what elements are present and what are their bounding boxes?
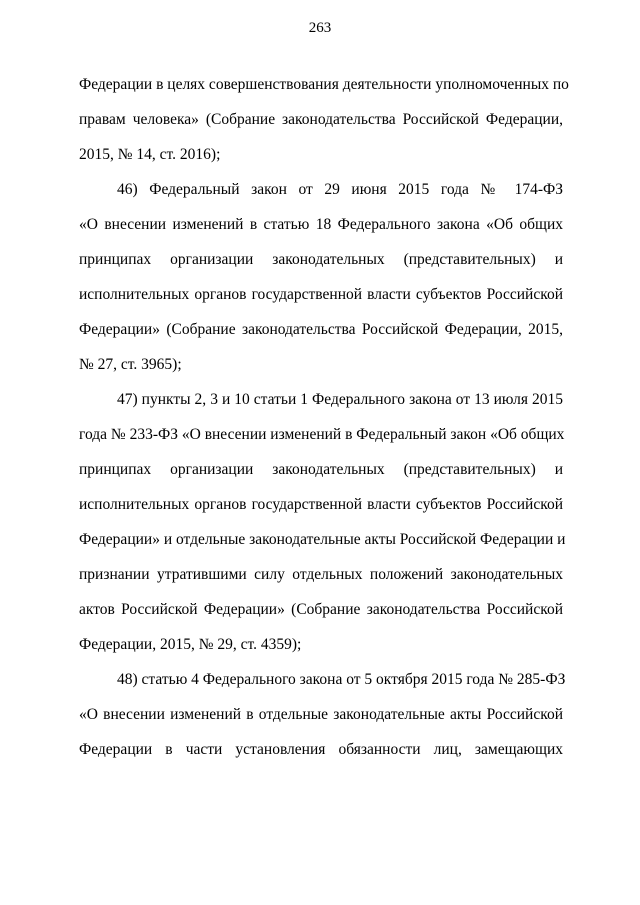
- text-line-9: № 27, ст. 3965);: [79, 356, 182, 373]
- text-line-19: «О внесении изменений в отдельные законодательные акты Российской: [79, 706, 563, 723]
- text-line-5: «О внесении изменений в статью 18 Федерального закона «Об общих: [79, 216, 563, 233]
- text-line-1: Федерации в целях совершенствования деятельности уполномоченных по: [79, 76, 569, 93]
- text-line-18: 48) статью 4 Федерального закона от 5 октября 2015 года № 285-ФЗ: [117, 671, 566, 688]
- text-line-15: признании утратившими силу отдельных положений законодательных: [79, 566, 563, 583]
- text-line-13: исполнительных органов государственной власти субъектов Российской: [79, 496, 563, 513]
- text-line-4: 46) Федеральный закон от 29 июня 2015 года № 174-ФЗ: [117, 181, 563, 198]
- text-line-16: актов Российской Федерации» (Собрание законодательства Российской: [79, 601, 563, 618]
- text-line-6: принципах организации законодательных (представительных) и: [79, 251, 563, 268]
- text-line-3: 2015, № 14, ст. 2016);: [79, 146, 221, 163]
- text-line-7: исполнительных органов государственной власти субъектов Российской: [79, 286, 563, 303]
- page-number: 263: [308, 20, 332, 36]
- text-line-14: Федерации» и отдельные законодательные акты Российской Федерации и: [79, 531, 566, 548]
- text-line-10: 47) пункты 2, 3 и 10 статьи 1 Федерального закона от 13 июля 2015: [117, 391, 563, 408]
- text-line-11: года № 233-ФЗ «О внесении изменений в Федеральный закон «Об общих: [79, 426, 565, 443]
- text-line-12: принципах организации законодательных (представительных) и: [79, 461, 563, 478]
- text-line-2: правам человека» (Собрание законодательства Российской Федерации,: [79, 111, 563, 128]
- text-line-20: Федерации в части установления обязанности лиц, замещающих: [79, 741, 563, 758]
- text-line-17: Федерации, 2015, № 29, ст. 4359);: [79, 636, 302, 653]
- text-line-8: Федерации» (Собрание законодательства Российской Федерации, 2015,: [79, 321, 563, 338]
